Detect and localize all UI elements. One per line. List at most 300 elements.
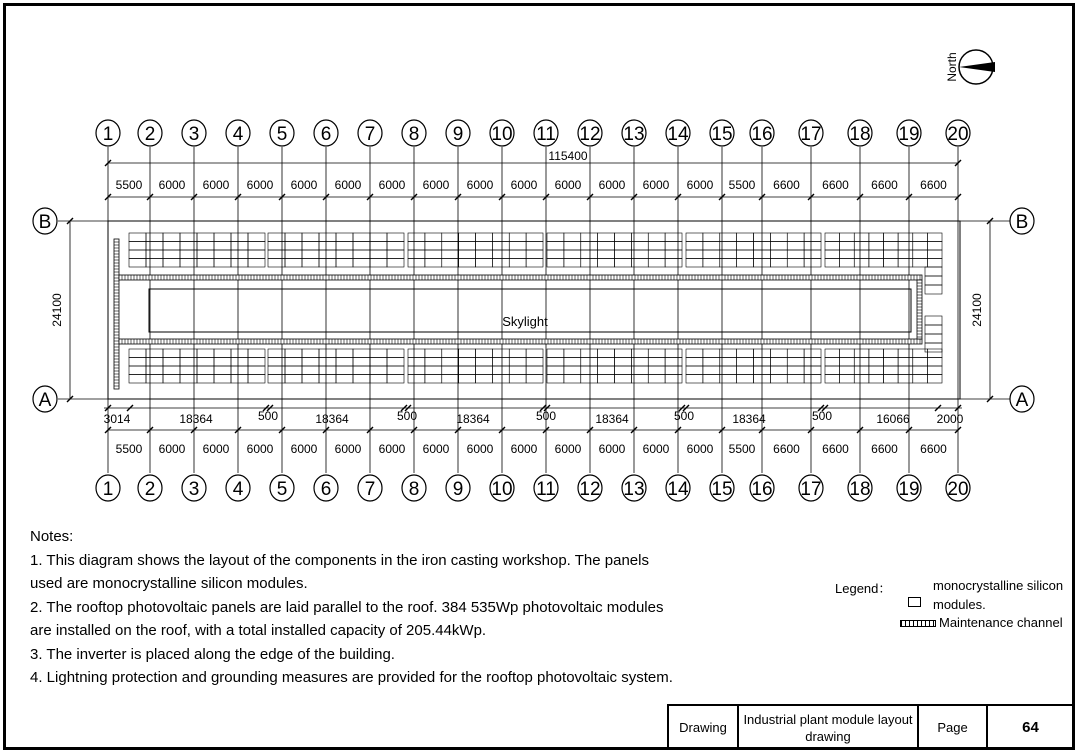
pv-module	[581, 233, 598, 242]
pv-module	[248, 233, 265, 242]
pv-module	[319, 259, 336, 268]
span-label-bottom: 6000	[466, 442, 494, 456]
pv-module	[214, 259, 231, 268]
pv-module	[285, 250, 302, 259]
pv-module	[180, 358, 197, 367]
pv-module	[476, 250, 493, 259]
pv-module	[197, 233, 214, 242]
pv-module	[248, 242, 265, 251]
pv-module	[370, 349, 387, 358]
grid-axis-label: 8	[408, 479, 420, 500]
pv-module	[163, 358, 180, 367]
pv-module	[214, 375, 231, 384]
pv-module	[197, 375, 214, 384]
grid-axis-label: 16	[751, 479, 773, 500]
span-label-bottom: 6000	[158, 442, 186, 456]
grid-row-label: B	[1015, 212, 1029, 233]
notes-title: Notes:	[30, 528, 74, 545]
grid-axis-label: 13	[623, 124, 645, 145]
pv-module	[302, 349, 319, 358]
pv-module	[703, 233, 720, 242]
pv-module	[547, 349, 564, 358]
pv-module	[854, 250, 869, 259]
pv-module	[248, 250, 265, 259]
pv-module	[825, 242, 840, 251]
note-item: 1. This diagram shows the layout of the components in the iron casting workshop. The panels used are monocrystalline silicon modules.	[30, 551, 649, 592]
pv-module	[898, 358, 913, 367]
pv-module	[370, 358, 387, 367]
pv-module	[564, 233, 581, 242]
pv-module	[703, 242, 720, 251]
grid-axis-label: 19	[898, 124, 920, 145]
pv-module	[353, 250, 370, 259]
grid-axis-label: 3	[188, 124, 200, 145]
pv-module	[825, 375, 840, 384]
pv-module	[840, 358, 855, 367]
grid-axis-label: 6	[320, 479, 332, 500]
span-label-bottom: 6000	[422, 442, 450, 456]
maintenance-channel	[119, 275, 922, 280]
pv-module	[129, 233, 146, 242]
title-block-page-number: 64	[1022, 719, 1039, 736]
pv-module	[180, 375, 197, 384]
pv-module	[615, 358, 632, 367]
pv-module	[214, 233, 231, 242]
pv-module	[268, 366, 285, 375]
pv-module	[598, 366, 615, 375]
pv-module	[319, 250, 336, 259]
pv-module	[526, 250, 543, 259]
pv-module	[526, 259, 543, 268]
pv-module	[129, 375, 146, 384]
pv-module	[686, 250, 703, 259]
grid-axis-label: 17	[800, 479, 822, 500]
pv-module	[492, 259, 509, 268]
pv-module	[476, 349, 493, 358]
pv-module	[898, 375, 913, 384]
grid-axis-label: 3	[188, 479, 200, 500]
span-label-top: 5500	[115, 178, 143, 192]
grid-axis-label: 16	[751, 124, 773, 145]
pv-module	[770, 349, 787, 358]
pv-module	[581, 259, 598, 268]
grid-axis-label: 15	[711, 479, 733, 500]
pv-module	[854, 233, 869, 242]
pv-module	[927, 259, 942, 268]
pv-module	[476, 233, 493, 242]
pv-module	[509, 250, 526, 259]
pv-module	[703, 375, 720, 384]
pv-module	[804, 250, 821, 259]
pv-module	[387, 375, 404, 384]
pv-module	[509, 358, 526, 367]
span-label-top: 5500	[728, 178, 756, 192]
pv-module	[163, 366, 180, 375]
legend-channel-symbol	[900, 620, 936, 627]
pv-module	[285, 233, 302, 242]
pv-module	[869, 233, 884, 242]
pv-module	[425, 366, 442, 375]
span-label-bottom: 6600	[871, 442, 898, 456]
pv-module	[146, 358, 163, 367]
grid-axis-label: 18	[849, 124, 871, 145]
pv-module	[526, 375, 543, 384]
pv-module	[840, 242, 855, 251]
north-label: North	[945, 52, 960, 82]
pv-module	[387, 242, 404, 251]
building-outline	[108, 221, 960, 399]
pv-module	[884, 242, 899, 251]
pv-module	[925, 276, 942, 285]
grid-axis-label: 19	[898, 479, 920, 500]
pv-module	[146, 233, 163, 242]
segment-label: 3014	[103, 412, 131, 426]
span-label-bottom: 5500	[728, 442, 756, 456]
pv-module	[884, 233, 899, 242]
grid-axis-label: 4	[232, 479, 244, 500]
span-label-top: 6000	[334, 178, 362, 192]
pv-module-array	[129, 233, 942, 383]
pv-module	[564, 349, 581, 358]
note-item: 4. Lightning protection and grounding measures are provided for the rooftop photovoltaic system.	[30, 669, 673, 686]
pv-module	[197, 242, 214, 251]
pv-module	[913, 233, 928, 242]
pv-module	[408, 233, 425, 242]
pv-module	[129, 259, 146, 268]
pv-module	[408, 349, 425, 358]
pv-module	[459, 259, 476, 268]
grid-axis-label: 6	[320, 124, 332, 145]
pv-module	[370, 250, 387, 259]
span-label-bottom: 5500	[115, 442, 143, 456]
pv-module	[665, 259, 682, 268]
pv-module	[459, 375, 476, 384]
pv-module	[648, 349, 665, 358]
pv-module	[526, 358, 543, 367]
pv-module	[703, 349, 720, 358]
pv-module	[163, 250, 180, 259]
pv-module	[869, 349, 884, 358]
pv-module	[231, 358, 248, 367]
note-item: 3. The inverter is placed along the edge of the building.	[30, 645, 395, 663]
pv-module	[248, 349, 265, 358]
pv-module	[547, 250, 564, 259]
pv-module	[302, 375, 319, 384]
segment-label: 18364	[595, 412, 629, 426]
pv-module	[581, 375, 598, 384]
pv-module	[476, 242, 493, 251]
pv-module	[884, 366, 899, 375]
pv-module	[336, 358, 353, 367]
pv-module	[598, 375, 615, 384]
pv-module	[492, 250, 509, 259]
pv-module	[898, 242, 913, 251]
pv-module	[268, 358, 285, 367]
pv-module	[442, 233, 459, 242]
pv-module	[353, 375, 370, 384]
pv-module	[408, 259, 425, 268]
pv-module	[214, 366, 231, 375]
pv-module	[408, 375, 425, 384]
pv-module	[770, 366, 787, 375]
pv-module	[509, 375, 526, 384]
pv-module	[615, 349, 632, 358]
pv-module	[598, 250, 615, 259]
pv-module	[869, 358, 884, 367]
pv-module	[564, 375, 581, 384]
pv-module	[854, 358, 869, 367]
pv-module	[615, 366, 632, 375]
pv-module	[840, 259, 855, 268]
grid-axis-label: 10	[491, 124, 513, 145]
pv-module	[268, 242, 285, 251]
span-label-top: 6000	[246, 178, 274, 192]
pv-module	[302, 358, 319, 367]
pv-module	[665, 250, 682, 259]
pv-module	[370, 233, 387, 242]
pv-module	[615, 250, 632, 259]
span-label-top: 6000	[466, 178, 494, 192]
pv-module	[180, 242, 197, 251]
width-label-right: 24100	[970, 293, 984, 327]
pv-module	[665, 358, 682, 367]
pv-module	[787, 242, 804, 251]
pv-module	[129, 349, 146, 358]
pv-module	[526, 233, 543, 242]
pv-module	[547, 242, 564, 251]
pv-module	[146, 349, 163, 358]
grid-axis-label: 9	[452, 124, 464, 145]
pv-module	[547, 358, 564, 367]
pv-module	[686, 366, 703, 375]
grid-axis-label: 12	[579, 479, 601, 500]
pv-module	[231, 375, 248, 384]
roof-outline	[108, 221, 960, 399]
pv-module	[770, 242, 787, 251]
segment-label: 500	[673, 409, 695, 423]
pv-module	[840, 375, 855, 384]
pv-module	[442, 349, 459, 358]
pv-module	[665, 366, 682, 375]
pv-module	[214, 349, 231, 358]
span-label-top: 6600	[773, 178, 800, 192]
pv-module	[686, 375, 703, 384]
pv-module	[913, 259, 928, 268]
pv-module	[770, 358, 787, 367]
pv-module	[737, 358, 754, 367]
pv-module	[615, 375, 632, 384]
pv-module	[898, 250, 913, 259]
segment-label: 18364	[732, 412, 766, 426]
pv-module	[442, 259, 459, 268]
pv-module	[686, 358, 703, 367]
pv-module	[319, 233, 336, 242]
pv-module	[854, 242, 869, 251]
grid-axis-label: 7	[364, 479, 376, 500]
grid-axis-label: 1	[102, 124, 114, 145]
pv-module	[581, 349, 598, 358]
pv-module	[425, 233, 442, 242]
pv-module	[665, 349, 682, 358]
pv-module	[302, 242, 319, 251]
title-block	[667, 704, 1075, 749]
segment-label: 18364	[315, 412, 349, 426]
pv-module	[648, 242, 665, 251]
pv-module	[509, 242, 526, 251]
pv-module	[898, 233, 913, 242]
pv-module	[737, 349, 754, 358]
pv-module	[509, 233, 526, 242]
pv-module	[492, 233, 509, 242]
pv-module	[526, 349, 543, 358]
pv-module	[302, 366, 319, 375]
pv-module	[425, 250, 442, 259]
pv-module	[214, 358, 231, 367]
pv-module	[180, 233, 197, 242]
pv-module	[898, 366, 913, 375]
pv-module	[787, 375, 804, 384]
pv-module	[787, 358, 804, 367]
span-label-bottom: 6000	[642, 442, 670, 456]
span-label-top: 6000	[554, 178, 582, 192]
pv-module	[129, 366, 146, 375]
pv-module	[854, 366, 869, 375]
pv-module	[425, 242, 442, 251]
pv-module	[509, 349, 526, 358]
pv-module	[737, 242, 754, 251]
grid-row-label: A	[38, 390, 52, 411]
grid-axis-label: 5	[276, 124, 288, 145]
pv-module	[387, 233, 404, 242]
span-label-bottom: 6000	[202, 442, 230, 456]
pv-module	[248, 375, 265, 384]
span-label-top: 6600	[822, 178, 849, 192]
pv-module	[840, 349, 855, 358]
pv-module	[564, 358, 581, 367]
span-label-bottom: 6000	[246, 442, 274, 456]
span-label-bottom: 6000	[554, 442, 582, 456]
legend-module-symbol	[908, 597, 921, 607]
segment-label: 16066	[876, 412, 910, 426]
pv-module	[492, 242, 509, 251]
legend-channel-label: Maintenance channel	[939, 615, 1063, 630]
pv-module	[387, 366, 404, 375]
pv-module	[703, 259, 720, 268]
pv-module	[459, 366, 476, 375]
pv-module	[854, 259, 869, 268]
pv-module	[686, 349, 703, 358]
total-length-label: 115400	[548, 149, 588, 163]
grid-axis-label: 12	[579, 124, 601, 145]
grid-axis-label: 20	[947, 479, 969, 500]
pv-module	[840, 233, 855, 242]
pv-module	[840, 366, 855, 375]
pv-module	[214, 242, 231, 251]
pv-module	[197, 366, 214, 375]
pv-module	[927, 358, 942, 367]
pv-module	[459, 250, 476, 259]
pv-module	[927, 366, 942, 375]
pv-module	[648, 233, 665, 242]
pv-module	[564, 242, 581, 251]
north-arrow-pointer	[959, 62, 995, 72]
pv-module	[180, 366, 197, 375]
pv-module	[408, 242, 425, 251]
pv-module	[353, 358, 370, 367]
pv-module	[336, 375, 353, 384]
pv-module	[686, 242, 703, 251]
pv-module	[387, 259, 404, 268]
pv-module	[615, 242, 632, 251]
pv-module	[737, 250, 754, 259]
pv-module	[770, 250, 787, 259]
pv-module	[319, 349, 336, 358]
pv-module	[163, 259, 180, 268]
pv-module	[854, 349, 869, 358]
title-block-drawing-label: Drawing	[669, 706, 739, 749]
pv-module	[425, 259, 442, 268]
pv-module	[598, 358, 615, 367]
pv-module	[869, 242, 884, 251]
segment-label: 500	[535, 409, 557, 423]
pv-module	[526, 366, 543, 375]
pv-module	[925, 267, 942, 276]
pv-module	[884, 358, 899, 367]
span-label-top: 6000	[290, 178, 318, 192]
pv-module	[231, 349, 248, 358]
pv-module	[509, 259, 526, 268]
legend-module-label: monocrystalline silicon modules.	[933, 578, 1064, 612]
pv-module	[913, 242, 928, 251]
pv-module	[825, 349, 840, 358]
pv-module	[353, 366, 370, 375]
span-label-bottom: 6000	[290, 442, 318, 456]
span-label-top: 6000	[598, 178, 626, 192]
pv-module	[268, 375, 285, 384]
maintenance-channel	[119, 339, 922, 344]
span-label-bottom: 6600	[920, 442, 947, 456]
pv-module	[197, 259, 214, 268]
pv-module	[804, 375, 821, 384]
note-item: 2. The rooftop photovoltaic panels are laid parallel to the roof. 384 535Wp photovoltaic modules are installed on the roof, with a total installed capacity of 205.44kWp.	[30, 598, 664, 639]
grid-axis-label: 18	[849, 479, 871, 500]
pv-module	[214, 250, 231, 259]
pv-module	[804, 349, 821, 358]
pv-module	[336, 250, 353, 259]
grid-axis-label: 2	[144, 124, 156, 145]
pv-module	[737, 259, 754, 268]
pv-module	[648, 375, 665, 384]
pv-module	[665, 375, 682, 384]
pv-module	[913, 375, 928, 384]
pv-module	[925, 285, 942, 294]
pv-module	[197, 358, 214, 367]
pv-module	[737, 366, 754, 375]
pv-module	[408, 358, 425, 367]
segment-label: 18364	[456, 412, 490, 426]
pv-module	[129, 358, 146, 367]
pv-module	[336, 366, 353, 375]
pv-module	[615, 259, 632, 268]
pv-module	[231, 242, 248, 251]
span-label-bottom: 6000	[334, 442, 362, 456]
pv-module	[898, 259, 913, 268]
pv-module	[884, 349, 899, 358]
pv-module	[476, 366, 493, 375]
pv-module	[804, 242, 821, 251]
grid-axis-label: 4	[232, 124, 244, 145]
pv-module	[353, 259, 370, 268]
